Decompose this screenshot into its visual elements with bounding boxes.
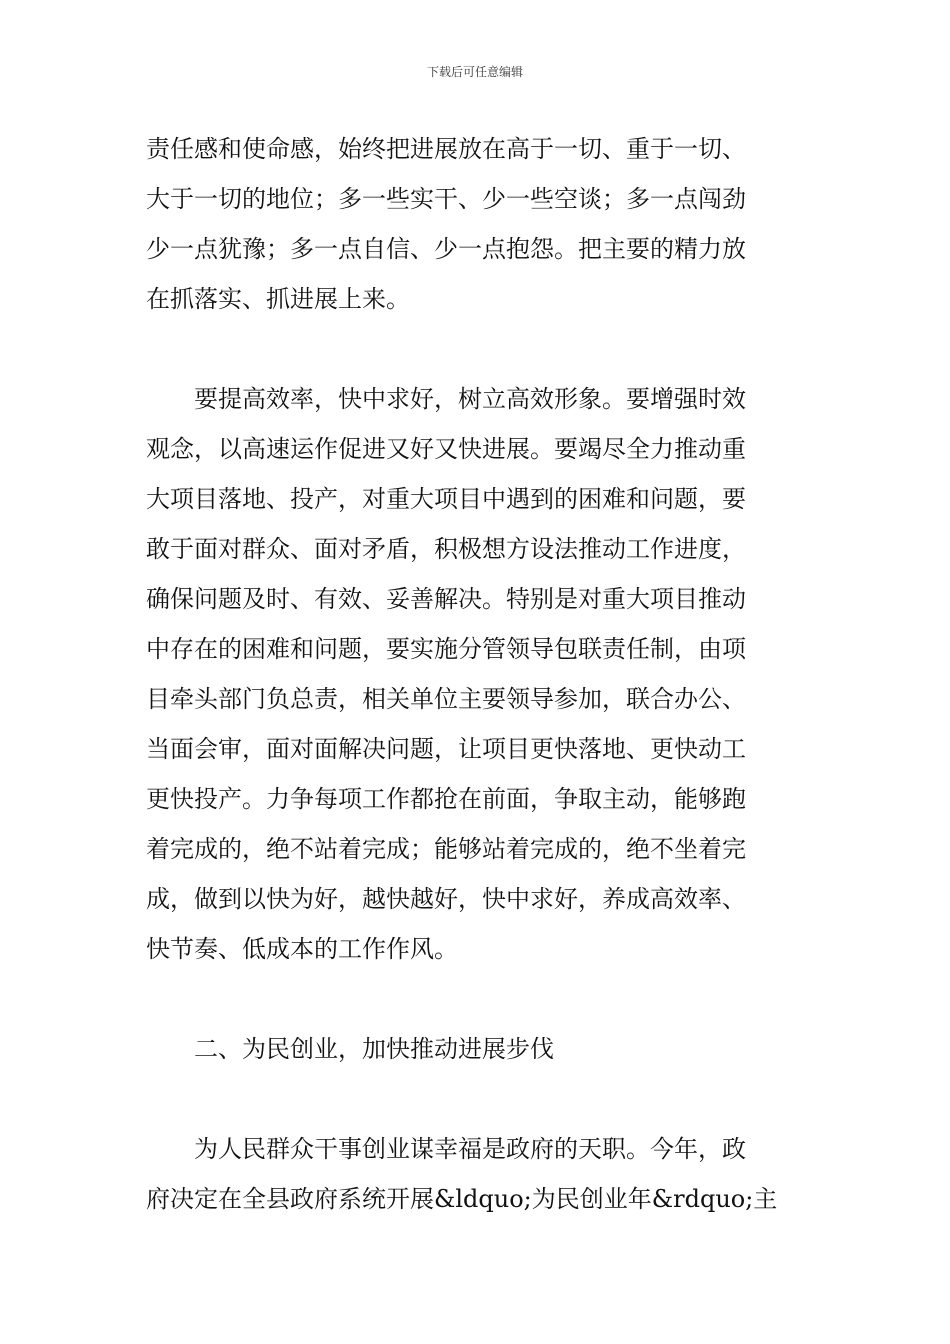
paragraph-line: 大于一切的地位；多一些实干、少一些空谈；多一点闯劲 bbox=[146, 185, 746, 213]
paragraph-2 bbox=[146, 374, 811, 974]
paragraph-line: 当面会审，面对面解决问题，让项目更快落地、更快动工 bbox=[146, 735, 746, 763]
page-header bbox=[0, 64, 950, 80]
paragraph-line: 确保问题及时、有效、妥善解决。特别是对重大项目推动 bbox=[146, 585, 746, 613]
paragraph-line: 着完成的，绝不站着完成；能够站着完成的，绝不坐着完 bbox=[146, 835, 746, 863]
paragraph-spacer bbox=[146, 324, 811, 374]
paragraph-line: 观念，以高速运作促进又好又快进展。要竭尽全力推动重 bbox=[146, 435, 746, 463]
paragraph-line: 府决定在全县政府系统开展&ldquo;为民创业年&rdquo;主 bbox=[146, 1185, 778, 1213]
paragraph-line: 快节奏、低成本的工作作风。 bbox=[146, 935, 458, 963]
section-heading bbox=[146, 1024, 811, 1074]
paragraph-line: 更快投产。力争每项工作都抢在前面，争取主动，能够跑 bbox=[146, 785, 746, 813]
paragraph-line: 少一点犹豫；多一点自信、少一点抱怨。把主要的精力放 bbox=[146, 235, 746, 263]
paragraph-3 bbox=[146, 1124, 811, 1224]
section-heading-text: 二、为民创业，加快推动进展步伐 bbox=[194, 1035, 554, 1063]
header-note: 下载后可任意编辑 bbox=[426, 65, 523, 79]
paragraph-line: 敢于面对群众、面对矛盾，积极想方设法推动工作进度， bbox=[146, 535, 746, 563]
paragraph-line: 责任感和使命感，始终把进展放在高于一切、重于一切、 bbox=[146, 135, 746, 163]
paragraph-line: 成，做到以快为好，越快越好，快中求好，养成高效率、 bbox=[146, 885, 746, 913]
document-body bbox=[146, 124, 811, 1224]
paragraph-line: 目牵头部门负总责，相关单位主要领导参加，联合办公、 bbox=[146, 685, 746, 713]
paragraph-spacer bbox=[146, 1074, 811, 1124]
paragraph-line: 在抓落实、抓进展上来。 bbox=[146, 285, 410, 313]
paragraph-line: 要提高效率，快中求好，树立高效形象。要增强时效 bbox=[194, 385, 746, 413]
paragraph-line: 中存在的困难和问题，要实施分管领导包联责任制，由项 bbox=[146, 635, 746, 663]
paragraph-line: 大项目落地、投产，对重大项目中遇到的困难和问题，要 bbox=[146, 485, 746, 513]
paragraph-1 bbox=[146, 124, 811, 324]
paragraph-line: 为人民群众干事创业谋幸福是政府的天职。今年，政 bbox=[194, 1135, 746, 1163]
paragraph-spacer bbox=[146, 974, 811, 1024]
